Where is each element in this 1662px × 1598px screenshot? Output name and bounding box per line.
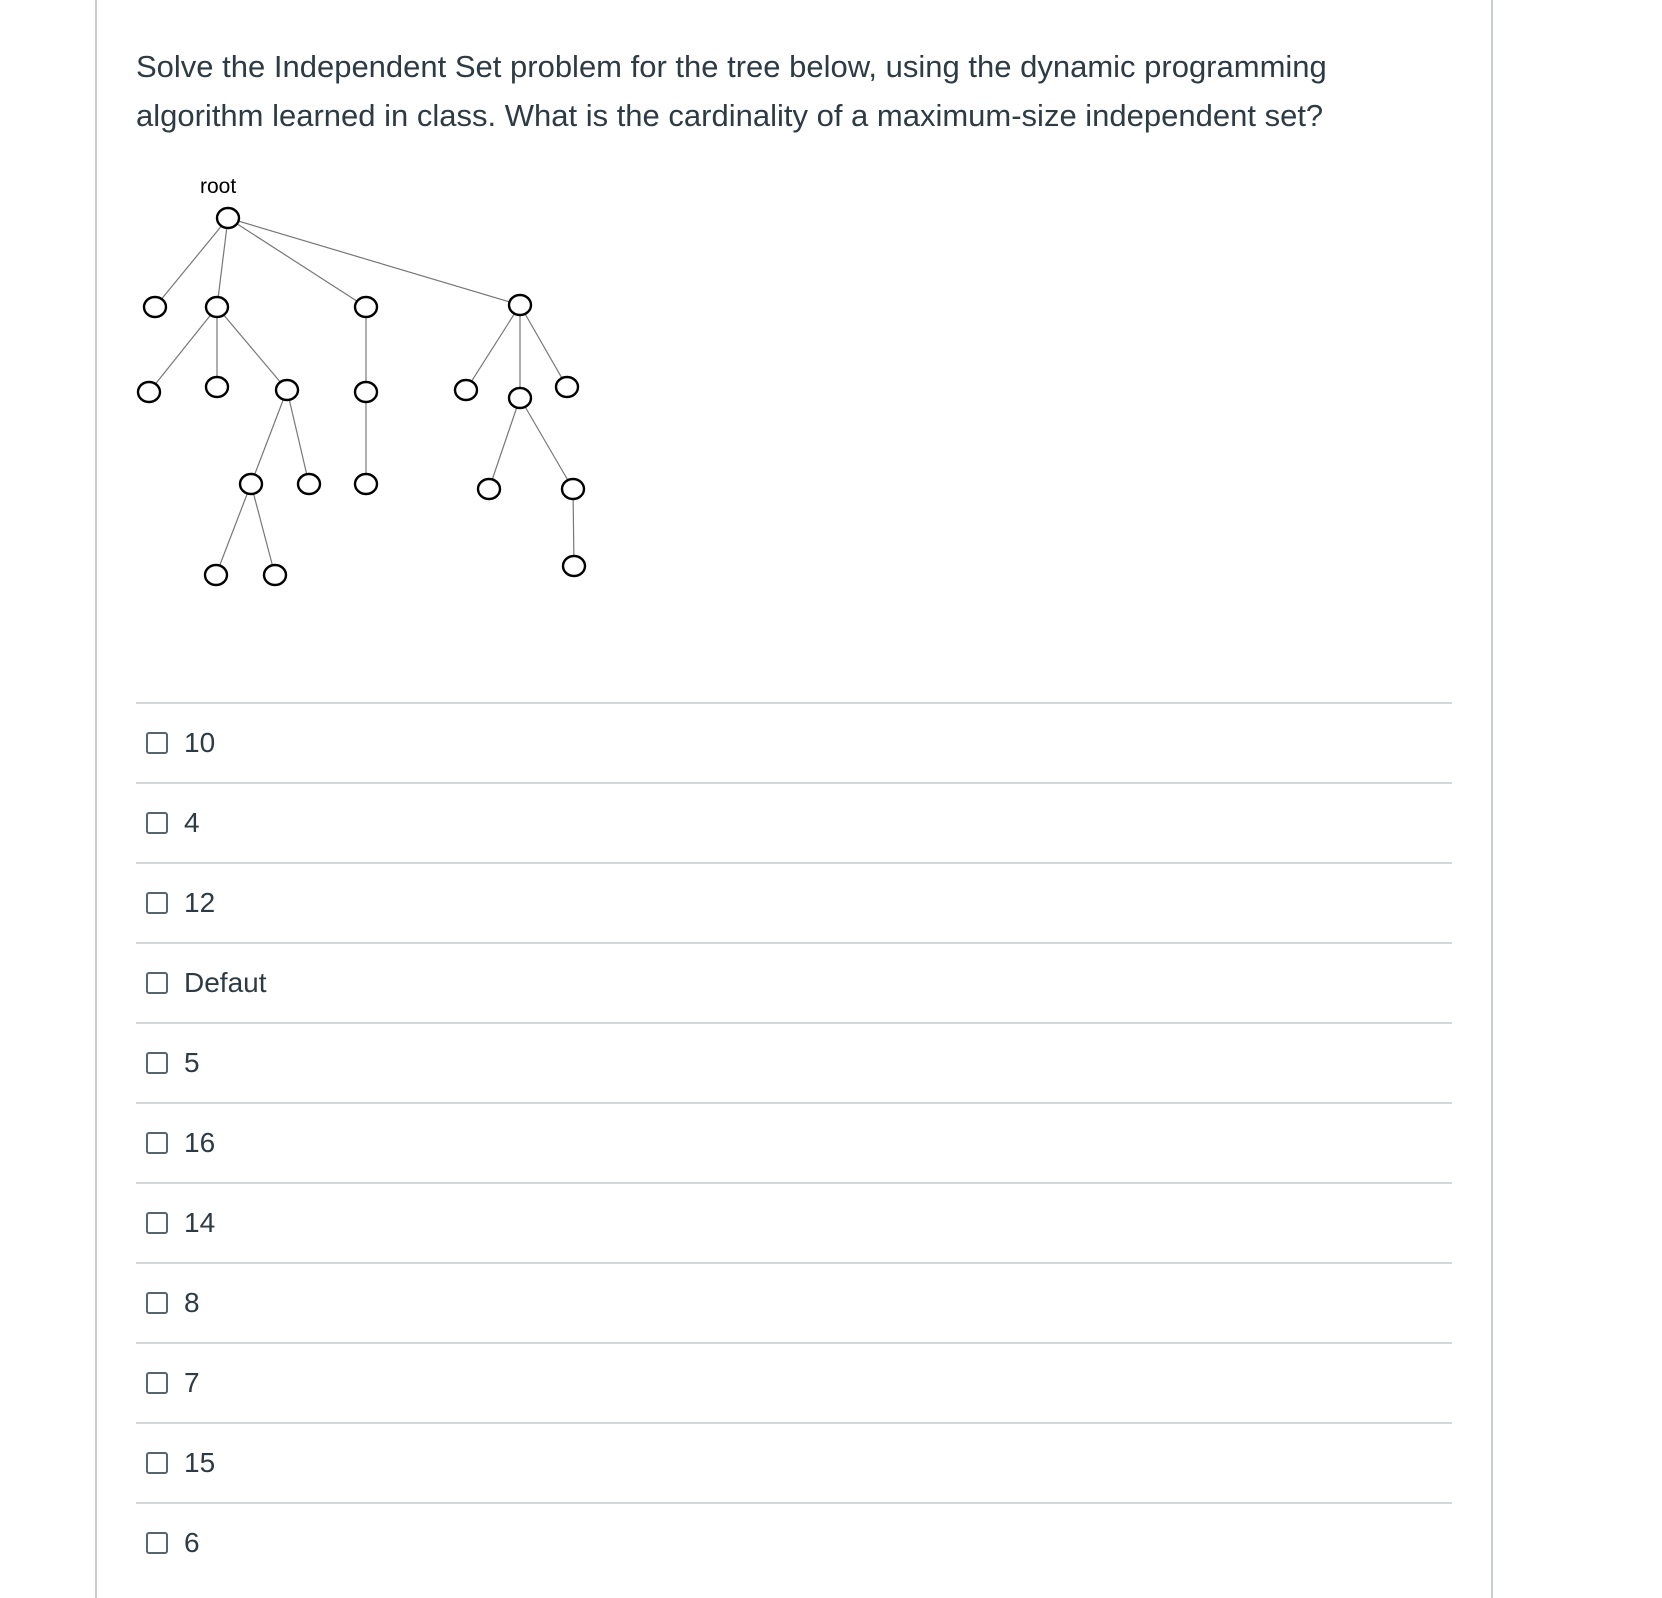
tree-edge bbox=[573, 489, 574, 566]
tree-edge bbox=[287, 390, 309, 484]
tree-edge bbox=[149, 307, 217, 392]
answer-label: 10 bbox=[184, 727, 216, 758]
tree-node bbox=[556, 377, 578, 397]
answer-checkbox[interactable] bbox=[146, 1052, 168, 1074]
answer-option[interactable] bbox=[136, 1422, 1452, 1502]
tree-node bbox=[355, 474, 377, 494]
answer-option[interactable] bbox=[136, 702, 1452, 782]
tree-edge bbox=[520, 305, 567, 387]
tree-edge bbox=[251, 390, 287, 484]
tree-node-root bbox=[217, 208, 239, 228]
tree-root-label: root bbox=[200, 175, 237, 198]
tree-node bbox=[138, 382, 160, 402]
tree-edge bbox=[228, 218, 520, 305]
tree-edge bbox=[217, 218, 228, 307]
tree-edge bbox=[466, 305, 520, 390]
answer-checkbox[interactable] bbox=[146, 732, 168, 754]
answer-label: 12 bbox=[184, 887, 216, 918]
tree-node bbox=[455, 380, 477, 400]
tree-node bbox=[298, 474, 320, 494]
tree-node bbox=[205, 565, 227, 585]
tree-diagram bbox=[130, 165, 610, 595]
tree-node bbox=[206, 377, 228, 397]
question-line-2: algorithm learned in class. What is the cardinality of a maximum-size independent set? bbox=[136, 98, 1324, 133]
answer-option[interactable] bbox=[136, 1262, 1452, 1342]
answer-label: 14 bbox=[184, 1207, 216, 1238]
answer-option[interactable] bbox=[136, 942, 1452, 1022]
tree-edge bbox=[489, 398, 520, 489]
tree-node bbox=[563, 556, 585, 576]
answer-checkbox[interactable] bbox=[146, 1292, 168, 1314]
tree-nodes bbox=[138, 208, 585, 585]
answer-list bbox=[136, 702, 1452, 1582]
answer-option[interactable] bbox=[136, 1342, 1452, 1422]
answer-checkbox[interactable] bbox=[146, 1212, 168, 1234]
question-text bbox=[136, 42, 1436, 140]
answer-label: 15 bbox=[184, 1447, 216, 1478]
answer-label: Defaut bbox=[184, 967, 267, 998]
tree-edge bbox=[228, 218, 366, 307]
answer-label: 6 bbox=[184, 1527, 200, 1558]
tree-node bbox=[562, 479, 584, 499]
answer-checkbox[interactable] bbox=[146, 1372, 168, 1394]
answer-label: 7 bbox=[184, 1367, 200, 1398]
answer-option[interactable] bbox=[136, 782, 1452, 862]
question-line-1: Solve the Independent Set problem for the tree below, using the dynamic programming bbox=[136, 49, 1327, 84]
answer-checkbox[interactable] bbox=[146, 1532, 168, 1554]
tree-node bbox=[355, 382, 377, 402]
answer-checkbox[interactable] bbox=[146, 892, 168, 914]
answer-option[interactable] bbox=[136, 1022, 1452, 1102]
answer-option[interactable] bbox=[136, 1102, 1452, 1182]
tree-edge bbox=[520, 398, 573, 489]
tree-edge bbox=[216, 484, 251, 575]
answer-label: 4 bbox=[184, 807, 200, 838]
tree-edge bbox=[155, 218, 228, 307]
tree-node bbox=[509, 388, 531, 408]
answer-option[interactable] bbox=[136, 862, 1452, 942]
tree-node bbox=[144, 297, 166, 317]
tree-node bbox=[264, 565, 286, 585]
tree-node bbox=[240, 474, 262, 494]
answer-checkbox[interactable] bbox=[146, 972, 168, 994]
tree-node bbox=[509, 295, 531, 315]
tree-node bbox=[206, 297, 228, 317]
tree-node bbox=[276, 380, 298, 400]
answer-label: 16 bbox=[184, 1127, 216, 1158]
answer-checkbox[interactable] bbox=[146, 1452, 168, 1474]
answer-label: 5 bbox=[184, 1047, 200, 1078]
answer-checkbox[interactable] bbox=[146, 812, 168, 834]
tree-edge bbox=[217, 307, 287, 390]
tree-node bbox=[355, 297, 377, 317]
answer-checkbox[interactable] bbox=[146, 1132, 168, 1154]
tree-node bbox=[478, 479, 500, 499]
tree-edge bbox=[251, 484, 275, 575]
answer-option[interactable] bbox=[136, 1502, 1452, 1582]
answer-option[interactable] bbox=[136, 1182, 1452, 1262]
answer-label: 8 bbox=[184, 1287, 200, 1318]
